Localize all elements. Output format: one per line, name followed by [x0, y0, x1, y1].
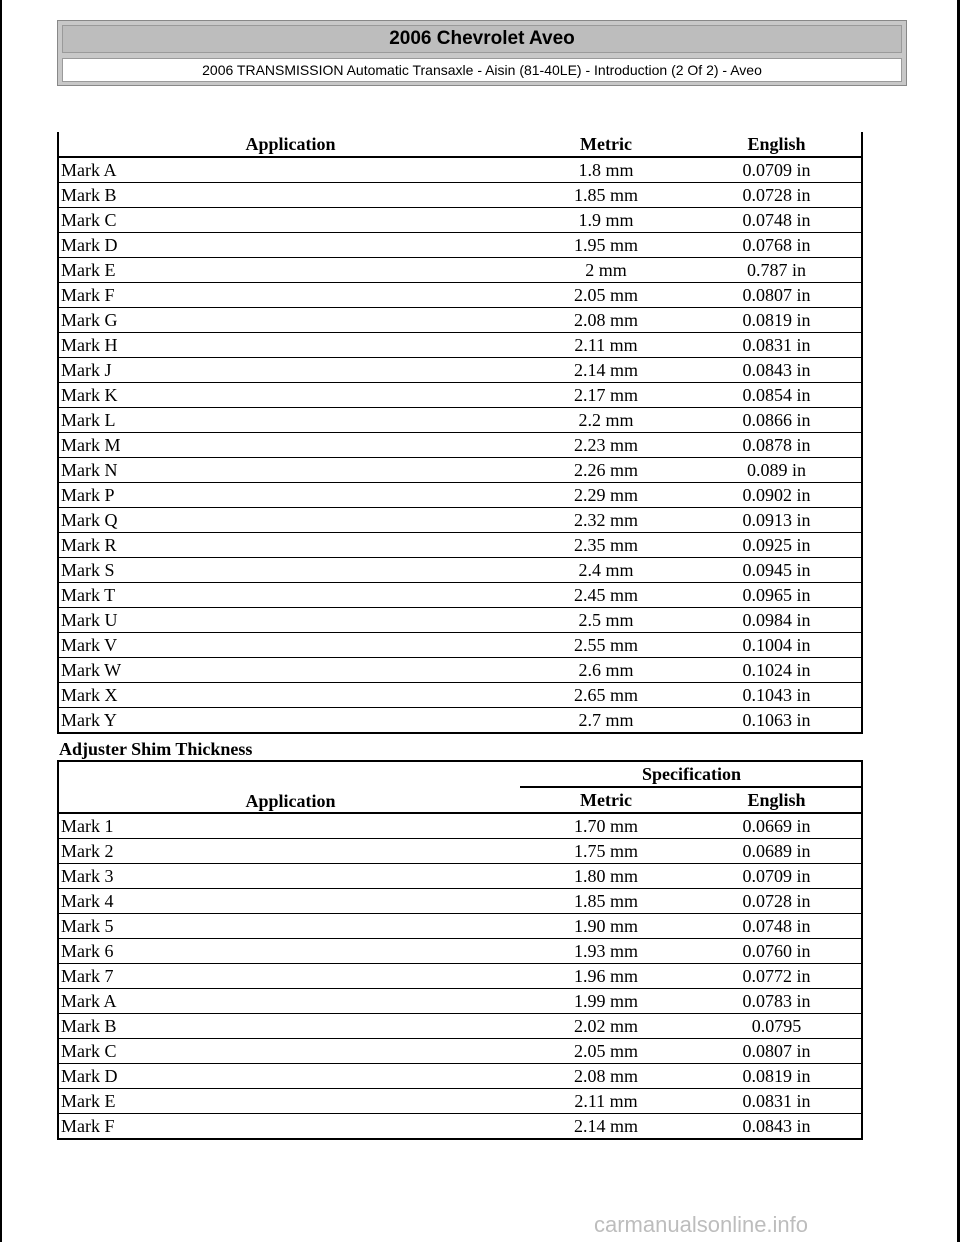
cell-application: Mark M — [58, 433, 520, 458]
header-subtitle: 2006 TRANSMISSION Automatic Transaxle - Aisin (81-40LE) - Introduction (2 Of 2) - Aveo — [62, 58, 902, 82]
cell-english: 0.0819 in — [690, 308, 862, 333]
table-row — [58, 408, 862, 433]
cell-english: 0.0728 in — [690, 183, 862, 208]
cell-english: 0.0709 in — [690, 157, 862, 183]
table-row — [58, 964, 862, 989]
cell-application: Mark N — [58, 458, 520, 483]
column-header-specification: Specification — [520, 761, 862, 787]
cell-metric: 1.70 mm — [520, 813, 690, 839]
cell-application: Mark 2 — [58, 839, 520, 864]
table-row — [58, 283, 862, 308]
column-header-metric: Metric — [520, 787, 690, 813]
table-row — [58, 258, 862, 283]
cell-metric: 2.05 mm — [520, 1039, 690, 1064]
cell-metric: 2.26 mm — [520, 458, 690, 483]
cell-metric: 2.65 mm — [520, 683, 690, 708]
cell-application: Mark K — [58, 383, 520, 408]
table-row — [58, 1089, 862, 1114]
cell-metric: 1.75 mm — [520, 839, 690, 864]
cell-application: Mark E — [58, 258, 520, 283]
cell-application: Mark R — [58, 533, 520, 558]
cell-metric: 2.08 mm — [520, 308, 690, 333]
table-row — [58, 1064, 862, 1089]
table-row — [58, 1014, 862, 1039]
table-header-row — [58, 132, 862, 157]
cell-english: 0.0843 in — [690, 1114, 862, 1140]
document-header — [57, 20, 907, 86]
table-row — [58, 558, 862, 583]
cell-metric: 2.35 mm — [520, 533, 690, 558]
column-header-application: Application — [58, 761, 520, 813]
table-row — [58, 583, 862, 608]
cell-application: Mark C — [58, 1039, 520, 1064]
cell-application: Mark B — [58, 1014, 520, 1039]
cell-metric: 2 mm — [520, 258, 690, 283]
cell-english: 0.0866 in — [690, 408, 862, 433]
cell-application: Mark L — [58, 408, 520, 433]
cell-english: 0.0709 in — [690, 864, 862, 889]
table-row — [58, 383, 862, 408]
cell-english: 0.0760 in — [690, 939, 862, 964]
cell-application: Mark B — [58, 183, 520, 208]
cell-metric: 2.5 mm — [520, 608, 690, 633]
table-row — [58, 1114, 862, 1140]
table-row — [58, 939, 862, 964]
table-row — [58, 233, 862, 258]
cell-application: Mark P — [58, 483, 520, 508]
cell-application: Mark 4 — [58, 889, 520, 914]
cell-english: 0.0795 — [690, 1014, 862, 1039]
cell-english: 0.0965 in — [690, 583, 862, 608]
cell-metric: 1.95 mm — [520, 233, 690, 258]
cell-application: Mark G — [58, 308, 520, 333]
cell-metric: 2.11 mm — [520, 1089, 690, 1114]
cell-metric: 1.80 mm — [520, 864, 690, 889]
cell-application: Mark 6 — [58, 939, 520, 964]
cell-metric: 2.29 mm — [520, 483, 690, 508]
page-border-left — [0, 0, 2, 1242]
cell-english: 0.0945 in — [690, 558, 862, 583]
column-header-metric: Metric — [520, 132, 690, 157]
cell-metric: 1.85 mm — [520, 889, 690, 914]
table-row — [58, 208, 862, 233]
cell-metric: 2.45 mm — [520, 583, 690, 608]
cell-english: 0.0768 in — [690, 233, 862, 258]
cell-english: 0.089 in — [690, 458, 862, 483]
cell-application: Mark T — [58, 583, 520, 608]
cell-application: Mark 3 — [58, 864, 520, 889]
cell-metric: 2.7 mm — [520, 708, 690, 734]
cell-application: Mark U — [58, 608, 520, 633]
cell-english: 0.0902 in — [690, 483, 862, 508]
cell-metric: 2.17 mm — [520, 383, 690, 408]
cell-metric: 1.8 mm — [520, 157, 690, 183]
cell-metric: 2.6 mm — [520, 658, 690, 683]
cell-english: 0.0748 in — [690, 914, 862, 939]
cell-application: Mark F — [58, 1114, 520, 1140]
cell-metric: 2.14 mm — [520, 358, 690, 383]
cell-english: 0.1004 in — [690, 633, 862, 658]
cell-english: 0.0854 in — [690, 383, 862, 408]
cell-english: 0.1043 in — [690, 683, 862, 708]
cell-metric: 2.4 mm — [520, 558, 690, 583]
cell-metric: 1.99 mm — [520, 989, 690, 1014]
table-row — [58, 433, 862, 458]
cell-application: Mark W — [58, 658, 520, 683]
column-header-english: English — [690, 132, 862, 157]
header-title: 2006 Chevrolet Aveo — [62, 25, 902, 53]
cell-metric: 1.93 mm — [520, 939, 690, 964]
table-row — [58, 658, 862, 683]
watermark: carmanualsonline.info — [594, 1212, 809, 1237]
cell-metric: 1.96 mm — [520, 964, 690, 989]
cell-application: Mark D — [58, 1064, 520, 1089]
cell-application: Mark Q — [58, 508, 520, 533]
cell-application: Mark X — [58, 683, 520, 708]
table-row — [58, 458, 862, 483]
table-row — [58, 889, 862, 914]
table-header-row — [58, 761, 862, 787]
cell-metric: 2.32 mm — [520, 508, 690, 533]
cell-application: Mark A — [58, 989, 520, 1014]
cell-metric: 2.23 mm — [520, 433, 690, 458]
table-row — [58, 358, 862, 383]
cell-application: Mark A — [58, 157, 520, 183]
cell-application: Mark S — [58, 558, 520, 583]
cell-application: Mark J — [58, 358, 520, 383]
cell-application: Mark V — [58, 633, 520, 658]
cell-application: Mark 7 — [58, 964, 520, 989]
cell-application: Mark E — [58, 1089, 520, 1114]
table-row — [58, 864, 862, 889]
cell-english: 0.0843 in — [690, 358, 862, 383]
table-row — [58, 608, 862, 633]
cell-english: 0.1024 in — [690, 658, 862, 683]
table-row — [58, 1039, 862, 1064]
cell-english: 0.0689 in — [690, 839, 862, 864]
cell-application: Mark D — [58, 233, 520, 258]
cell-metric: 2.08 mm — [520, 1064, 690, 1089]
cell-english: 0.0831 in — [690, 1089, 862, 1114]
cell-metric: 2.11 mm — [520, 333, 690, 358]
table-row — [58, 308, 862, 333]
cell-english: 0.1063 in — [690, 708, 862, 734]
table-row — [58, 813, 862, 839]
table-row — [58, 483, 862, 508]
section-title: Adjuster Shim Thickness — [59, 739, 253, 759]
column-header-application: Application — [58, 132, 520, 157]
table-row — [58, 633, 862, 658]
cell-application: Mark Y — [58, 708, 520, 734]
cell-english: 0.0984 in — [690, 608, 862, 633]
cell-english: 0.0819 in — [690, 1064, 862, 1089]
cell-application: Mark 5 — [58, 914, 520, 939]
cell-application: Mark 1 — [58, 813, 520, 839]
cell-metric: 2.05 mm — [520, 283, 690, 308]
cell-english: 0.0831 in — [690, 333, 862, 358]
mark-spec-table — [57, 132, 863, 734]
cell-english: 0.787 in — [690, 258, 862, 283]
table-row — [58, 989, 862, 1014]
cell-metric: 2.02 mm — [520, 1014, 690, 1039]
cell-metric: 1.85 mm — [520, 183, 690, 208]
cell-english: 0.0878 in — [690, 433, 862, 458]
adjuster-shim-table — [57, 760, 863, 1140]
cell-english: 0.0748 in — [690, 208, 862, 233]
cell-english: 0.0807 in — [690, 1039, 862, 1064]
table-row — [58, 683, 862, 708]
cell-metric: 2.14 mm — [520, 1114, 690, 1140]
cell-application: Mark F — [58, 283, 520, 308]
cell-english: 0.0772 in — [690, 964, 862, 989]
cell-english: 0.0783 in — [690, 989, 862, 1014]
cell-english: 0.0728 in — [690, 889, 862, 914]
cell-application: Mark C — [58, 208, 520, 233]
table-row — [58, 333, 862, 358]
cell-application: Mark H — [58, 333, 520, 358]
table-row — [58, 508, 862, 533]
table-row — [58, 157, 862, 183]
cell-english: 0.0807 in — [690, 283, 862, 308]
table-row — [58, 708, 862, 734]
cell-english: 0.0669 in — [690, 813, 862, 839]
table-row — [58, 533, 862, 558]
cell-metric: 1.90 mm — [520, 914, 690, 939]
column-header-english: English — [690, 787, 862, 813]
cell-metric: 2.2 mm — [520, 408, 690, 433]
cell-english: 0.0913 in — [690, 508, 862, 533]
table-row — [58, 914, 862, 939]
table-row — [58, 839, 862, 864]
cell-metric: 1.9 mm — [520, 208, 690, 233]
cell-metric: 2.55 mm — [520, 633, 690, 658]
table-row — [58, 183, 862, 208]
cell-english: 0.0925 in — [690, 533, 862, 558]
